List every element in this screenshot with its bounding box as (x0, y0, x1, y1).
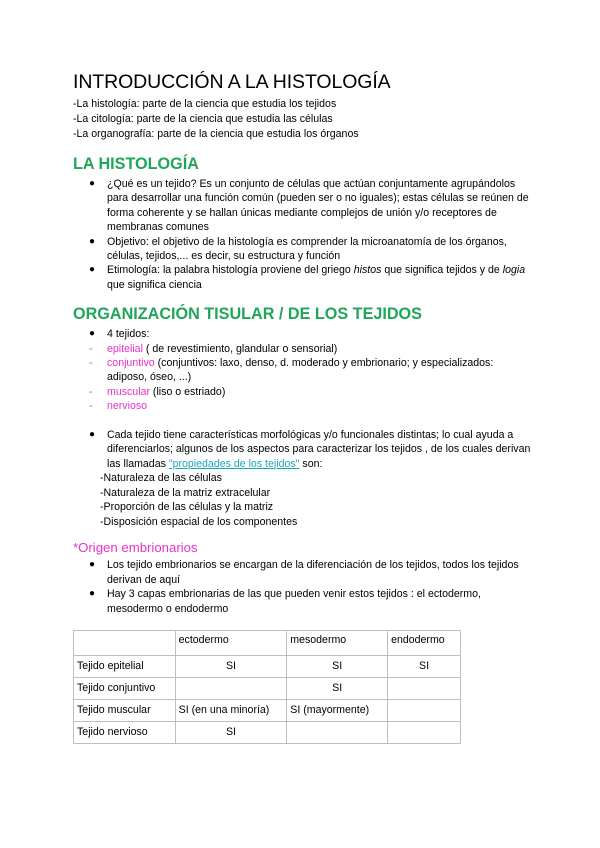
tissue-item-conjuntivo: - conjuntivo (conjuntivos: laxo, denso, d. moderado y embrionario; y especializados: adiposo, óseo, ...) (89, 357, 494, 384)
table-cell (287, 721, 388, 743)
table-cell: Tejido epitelial (74, 655, 176, 677)
dash-icon: - (89, 342, 93, 355)
tissue-item-nervioso: - nervioso (89, 400, 148, 413)
list-item: ● Cada tejido tiene características morfológicas y/o funcionales distintas; lo cual ayuda a diferenciarlos; algunos de los aspectos para caracterizar los tejidos , de los cuales derivan las llamadas "propiedades de los tejidos" son: (89, 428, 531, 470)
table-row (74, 677, 461, 699)
intro-line-histologia: -La histología: parte de la ciencia que estudia los tejidos (73, 98, 337, 110)
table-cell: Tejido nervioso (74, 721, 176, 743)
section-heading-organizacion: ORGANIZACIÓN TISULAR / DE LOS TEJIDOS (73, 305, 422, 324)
subsection-heading-origen: *Origen embrionarios (73, 540, 198, 556)
bullet-icon: ● (89, 178, 96, 189)
dash-icon: - (89, 357, 93, 370)
document-page (73, 70, 533, 744)
dash-icon: - (89, 385, 93, 398)
table-row (74, 699, 461, 721)
property-line: -Disposición espacial de los componentes (100, 515, 298, 528)
table-cell: SI (287, 677, 388, 699)
table-cell (388, 699, 461, 721)
table-cell (388, 721, 461, 743)
table-cell: SI (175, 655, 287, 677)
propiedades-list (73, 428, 533, 471)
table-header-row (74, 630, 461, 655)
table-cell: SI (175, 721, 287, 743)
table-cell: Tejido conjuntivo (74, 677, 176, 699)
table-cell: SI (287, 655, 388, 677)
table-header-cell: mesodermo (287, 630, 388, 655)
bullet-icon: ● (89, 559, 96, 571)
bullet-icon: ● (89, 428, 96, 440)
dash-icon: - (89, 400, 93, 413)
list-item: ● Etimología: la palabra histología proviene del griego histos que significa tejidos y de logia que significa ciencia (89, 264, 526, 291)
table-header-cell: ectodermo (175, 630, 287, 655)
origen-list (73, 558, 533, 616)
list-item: ● ¿Qué es un tejido? Es un conjunto de células que actúan conjuntamente agrupándolos para desarrollar una función común (pueden ser o no iguales); estas células se reúnen de forma coherente y se hallan únicas mediante complejos de unión y/o receptores de membranas comunes (89, 178, 529, 234)
property-line: -Proporción de las células y la matriz (100, 501, 274, 514)
property-line: -Naturaleza de la matriz extracelular (100, 486, 271, 499)
intro-line-citologia: -La citología: parte de la ciencia que estudia las células (73, 113, 333, 125)
bullet-icon: ● (89, 235, 96, 247)
list-item: ● 4 tejidos: (89, 328, 150, 341)
property-line: -Naturaleza de las células (100, 471, 222, 484)
table-row (74, 655, 461, 677)
histologia-list (73, 177, 533, 292)
table-cell (388, 677, 461, 699)
table-cell: SI (mayormente) (287, 699, 388, 721)
table-cell: Tejido muscular (74, 699, 176, 721)
document-title: INTRODUCCIÓN A LA HISTOLOGÍA (73, 71, 391, 93)
organizacion-list (73, 327, 533, 341)
table-cell (175, 677, 287, 699)
section-heading-histologia: LA HISTOLOGÍA (73, 155, 199, 173)
intro-line-organografia: -La organografía: parte de la ciencia que estudia los órganos (73, 128, 359, 140)
table-row (74, 721, 461, 743)
table-header-cell (74, 630, 176, 655)
tissue-item-muscular: - muscular (liso o estriado) (89, 385, 226, 398)
list-item: ● Los tejido embrionarios se encargan de la diferenciación de los tejidos, todos los tejidos derivan de aquí (89, 559, 519, 586)
bullet-icon: ● (89, 328, 96, 340)
tissue-item-epitelial: - epitelial ( de revestimiento, glandular o sensorial) (89, 342, 338, 355)
propiedades-link[interactable]: "propiedades de los tejidos" (168, 457, 300, 470)
table-cell: SI (en una minoría) (175, 699, 287, 721)
list-item: ● Hay 3 capas embrionarias de las que pueden venir estos tejidos : el ectodermo, mesodermo o endodermo (89, 588, 481, 615)
table-header-cell: endodermo (388, 630, 461, 655)
bullet-icon: ● (89, 264, 96, 276)
table-cell: SI (388, 655, 461, 677)
bullet-icon: ● (89, 588, 96, 600)
embryonic-origin-table (73, 630, 461, 744)
list-item: ● Objetivo: el objetivo de la histología es comprender la microanatomía de los órganos, células, tejidos,... es decir, su estructura y función (89, 235, 507, 263)
